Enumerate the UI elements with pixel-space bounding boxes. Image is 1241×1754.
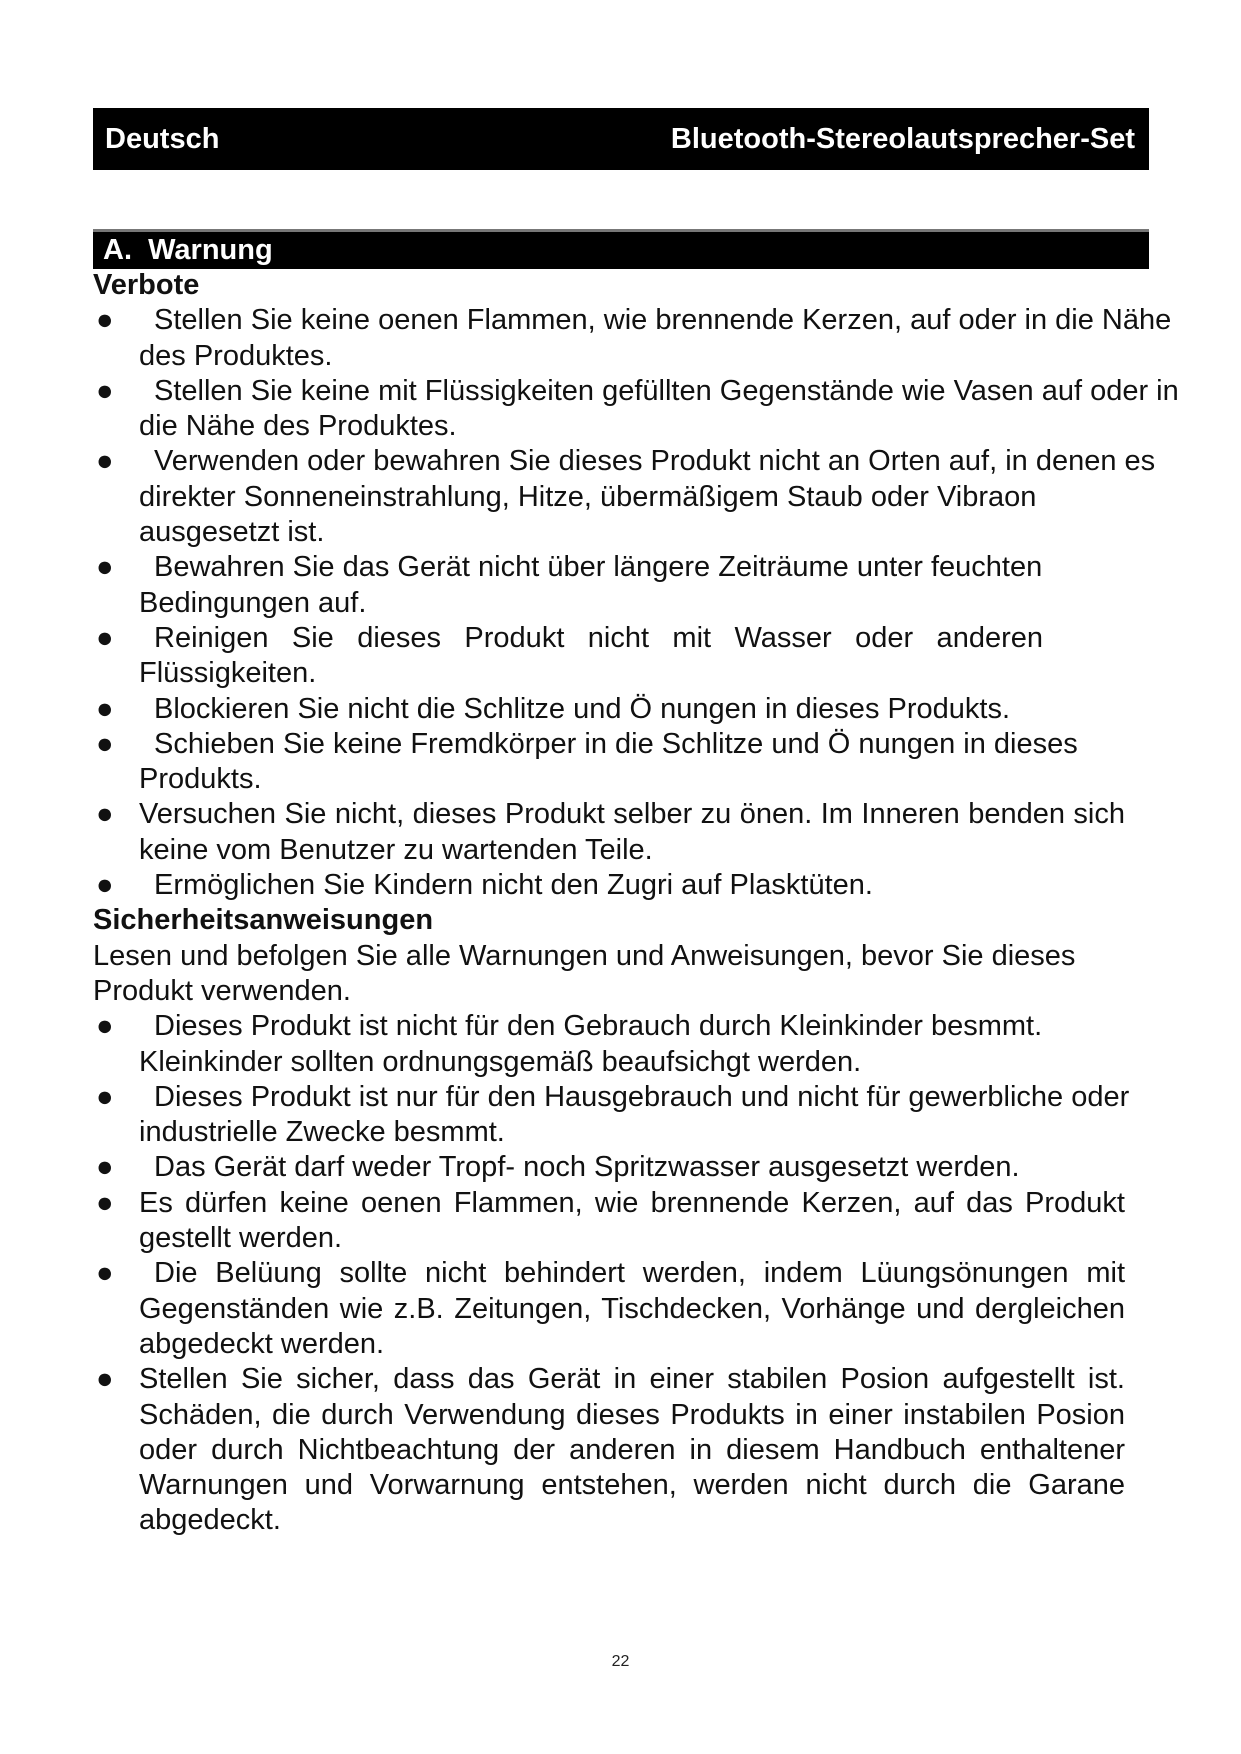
section-title: A. Warnung: [103, 234, 273, 266]
list-item-text: Die Belüung sollte nicht behindert werden, indem Lüungsönungen mit Gegenständen wie z.B. Zeitungen, Tischdecken, Vorhänge und dergleichen abgedeckt werden.: [139, 1257, 1125, 1360]
bullet-icon: ●: [96, 445, 114, 478]
list-item-text: Stellen Sie sicher, dass das Gerät in einer stabilen Posion aufgestellt ist. Schäden, die durch Verwendung dieses Produkts in einer instabilen Posion oder durch Nichtbeachtung der anderen in diesem Handbuch enthaltener Warnungen und Vorwarnung entstehen, werden nicht durch die Garane abgedeckt.: [139, 1363, 1125, 1537]
intro-paragraph: Lesen und befolgen Sie alle Warnungen und Anweisungen, bevor Sie dieses Produkt verwenden.: [93, 939, 1076, 1007]
list-item-text: Ermöglichen Sie Kindern nicht den Zugri auf Plasktüten.: [154, 869, 873, 902]
list-item-text: Das Gerät darf weder Tropf- noch Spritzwasser ausgesetzt werden.: [154, 1151, 1020, 1184]
bullet-icon: ●: [96, 1010, 114, 1043]
bullet-icon: ●: [96, 869, 114, 902]
list-item: [93, 1256, 1183, 1362]
list-item: [93, 1080, 1183, 1151]
list-item-text: Verwenden oder bewahren Sie dieses Produkt nicht an Orten auf, in denen es direkter Sonneneinstrahlung, Hitze, übermäßigem Staub oder Vibraon ausgesetzt ist.: [139, 445, 1156, 549]
verbote-list: [93, 303, 1183, 903]
list-item-text: Blockieren Sie nicht die Schlitze und Ö nungen in dieses Produkts.: [154, 692, 1010, 725]
bullet-icon: ●: [96, 551, 114, 584]
page-header: [93, 108, 1149, 170]
bullet-icon: ●: [96, 692, 114, 725]
list-item: [93, 1362, 1183, 1538]
header-language: Deutsch: [105, 122, 220, 155]
bullet-icon: ●: [96, 798, 114, 831]
list-item-text: Dieses Produkt ist nicht für den Gebrauch durch Kleinkinder besmmt. Kleinkinder sollten ordnungsgemäß beaufsichgt werden.: [139, 1010, 1043, 1078]
list-item: [93, 797, 1183, 868]
bullet-icon: ●: [96, 374, 114, 407]
list-item-text: Schieben Sie keine Fremdkörper in die Schlitze und Ö nungen in dieses Produkts.: [139, 727, 1078, 796]
page-number: 22: [611, 1653, 630, 1670]
bullet-icon: ●: [96, 621, 114, 654]
list-item: [93, 444, 1183, 550]
list-item-text: Bewahren Sie das Gerät nicht über längere Zeiträume unter feuchten Bedingungen auf.: [139, 551, 1043, 619]
list-item-text: Stellen Sie keine mit Flüssigkeiten gefüllten Gegenstände wie Vasen auf oder in die Nähe des Produktes.: [139, 374, 1179, 443]
list-item: [93, 621, 1183, 692]
list-item: [93, 550, 1183, 621]
list-item-text: Es dürfen keine oenen Flammen, wie brennende Kerzen, auf das Produkt gestellt werden.: [139, 1186, 1125, 1255]
list-item: [93, 1009, 1183, 1080]
list-item-text: Dieses Produkt ist nur für den Hausgebrauch und nicht für gewerbliche oder industrielle Zwecke besmmt.: [139, 1080, 1130, 1149]
bullet-icon: ●: [96, 1186, 114, 1219]
bullet-icon: ●: [96, 727, 114, 760]
subheading-verbote: Verbote: [93, 269, 200, 301]
list-item-text: Stellen Sie keine oenen Flammen, wie brennende Kerzen, auf oder in die Nähe des Produktes.: [139, 304, 1172, 372]
list-item: [93, 374, 1183, 445]
subheading-sicherheitsanweisungen: Sicherheitsanweisungen: [93, 904, 434, 937]
section-header-warnung: [93, 229, 1149, 269]
bullet-icon: ●: [96, 304, 114, 337]
document-body: [93, 268, 1183, 1539]
bullet-icon: ●: [96, 1151, 114, 1184]
list-item: [93, 1186, 1183, 1257]
list-item: [93, 727, 1183, 798]
list-item-text: Versuchen Sie nicht, dieses Produkt selber zu önen. Im Inneren benden sich keine vom Benutzer zu wartenden Teile.: [139, 798, 1125, 866]
list-item: [93, 303, 1183, 374]
bullet-icon: ●: [96, 1363, 114, 1396]
list-item: [93, 692, 1183, 727]
header-title: Bluetooth-Stereolautsprecher-Set: [670, 122, 1135, 155]
list-item: [93, 1150, 1183, 1185]
bullet-icon: ●: [96, 1257, 114, 1290]
list-item: [93, 868, 1183, 903]
bullet-icon: ●: [96, 1080, 114, 1113]
list-item-text: Reinigen Sie dieses Produkt nicht mit Wasser oder anderen Flüssigkeiten.: [139, 621, 1043, 690]
sicherheit-list: [93, 1009, 1183, 1538]
